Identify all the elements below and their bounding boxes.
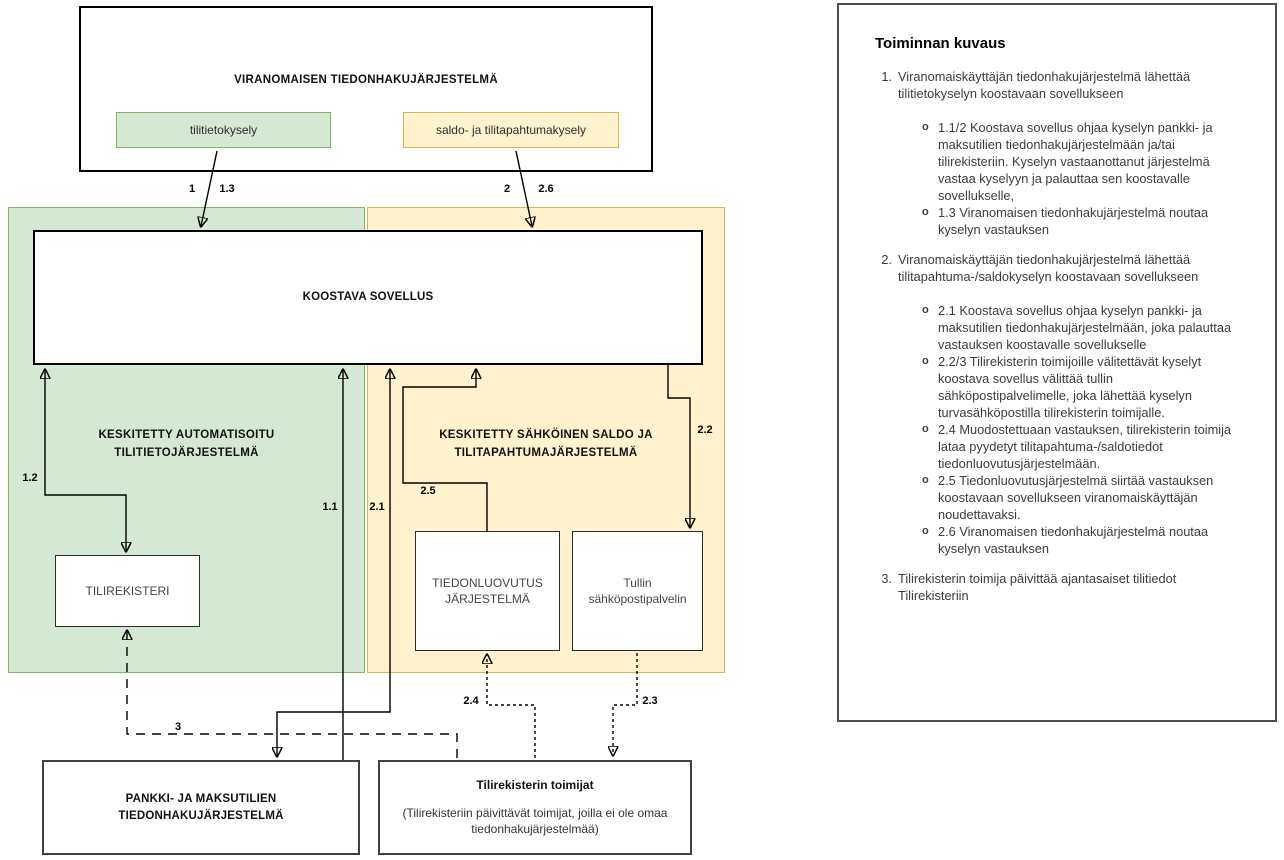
sub-item-2-5: o 2.5 Tiedonluovutusjärjestelmä siirtää vastauksen koostavaan sovellukseen viranomaiskäyttäjän noudettavaksi.: [922, 472, 1259, 523]
sub-item-2-6: o 2.6 Viranomaisen tiedonhakujärjestelmä noutaa kyselyn vastauksen: [922, 523, 1259, 557]
box-tullin-sahkopostipalvelin: Tullin sähköpostipalvelin: [572, 531, 703, 651]
panel-title: Toiminnan kuvaus: [875, 35, 1006, 52]
authority-system-title: VIRANOMAISEN TIEDONHAKUJÄRJESTELMÄ: [234, 74, 498, 86]
box-viranomaisen-tiedonhakujarjestelma: [79, 6, 653, 172]
edge-label-1: 1: [188, 183, 196, 195]
green-region-label: KESKITETTY AUTOMATISOITU TILITIETOJÄRJESTELMÄ: [98, 429, 275, 459]
edge-label-1-1: 1.1: [322, 501, 338, 513]
box-tilirekisterin-toimijat: [378, 760, 692, 855]
list-item-2: 2. Viranomaiskäyttäjän tiedonhakujärjestelmä lähettää tilitapahtuma-/saldokyselyn koostavaan sovellukseen: [875, 251, 1259, 285]
edge-label-2-1: 2.1: [369, 501, 385, 513]
edge-label-2: 2: [503, 183, 511, 195]
edge-label-2-6: 2.6: [538, 183, 554, 195]
list-item-2-number: 2.: [881, 252, 892, 267]
box-tiedonluovutusjarjestelma: TIEDONLUOVUTUS JÄRJESTELMÄ: [415, 531, 560, 651]
list-item-1-number: 1.: [881, 69, 892, 84]
list-item-1: 1. Viranomaiskäyttäjän tiedonhakujärjestelmä lähettää tilitietokyselyn koostavaan sovellukseen: [875, 68, 1259, 102]
toimijat-title: Tilirekisterin toimijat: [476, 778, 594, 792]
edge-label-1-2: 1.2: [22, 472, 38, 484]
box-tilirekisteri: TILIREKISTERI: [55, 555, 200, 627]
edge-label-3: 3: [174, 721, 182, 733]
sub-list-1: [922, 119, 1259, 238]
toimijat-subtitle: (Tilirekisteriin päivittävät toimijat, joilla ei ole omaa tiedonhakujärjestelmää): [402, 806, 668, 836]
yellow-region-label: KESKITETTY SÄHKÖINEN SALDO JA TILITAPAHTUMAJÄRJESTELMÄ: [439, 429, 653, 459]
edge-label-2-5: 2.5: [420, 485, 436, 497]
edge-label-2-4: 2.4: [463, 695, 479, 707]
sub-item-2-1: o 2.1 Koostava sovellus ohjaa kyselyn pankki- ja maksutilien tiedonhakujärjestelmään, joka palauttaa vastauksen koostavalle sovellukselle: [922, 302, 1259, 353]
edge-label-2-2: 2.2: [697, 424, 713, 436]
box-koostava-sovellus: KOOSTAVA SOVELLUS: [33, 230, 703, 365]
edge-label-1-3: 1.3: [219, 183, 235, 195]
chip-saldo-ja-tilitapahtumakysely: saldo- ja tilitapahtumakysely: [403, 112, 619, 148]
sub-list-2: [922, 302, 1259, 557]
sub-item-1-3: o 1.3 Viranomaisen tiedonhakujärjestelmä noutaa kyselyn vastauksen: [922, 204, 1259, 238]
panel-toiminnan-kuvaus: [837, 3, 1277, 722]
sub-item-1-1-2: o 1.1/2 Koostava sovellus ohjaa kyselyn pankki- ja maksutilien tiedonhakujärjestelmään ja/tai tilirekisteriin. Kyselyn vastaanottanut järjestelmä vastaa kyselyyn ja palauttaa sen koostavalle sovellukselle,: [922, 119, 1259, 204]
list-item-3: 3. Tilirekisterin toimija päivittää ajantasaiset tilitiedot Tilirekisteriin: [875, 570, 1259, 604]
chip-tilitietokysely: tilitietokysely: [116, 112, 331, 148]
box-pankki-ja-maksutilien-tiedonhakujarjestelma: PANKKI- JA MAKSUTILIEN TIEDONHAKUJÄRJESTELMÄ: [42, 760, 360, 855]
sub-item-2-2-3: o 2.2/3 Tilirekisterin toimijoille välitettävät kyselyt koostava sovellus välittää tullin sähköpostipalvelimelle, joka lähettää kyselyn turvasähköpostilla tilirekisterin toimijalle.: [922, 353, 1259, 421]
list-item-3-number: 3.: [881, 571, 892, 586]
sub-item-2-4: o 2.4 Muodostettuaan vastauksen, tilirekisterin toimija lataa pyydetyt tilitapahtuma-/saldotiedot tiedonluovutusjärjestelmään.: [922, 421, 1259, 472]
edge-label-2-3: 2.3: [642, 695, 658, 707]
